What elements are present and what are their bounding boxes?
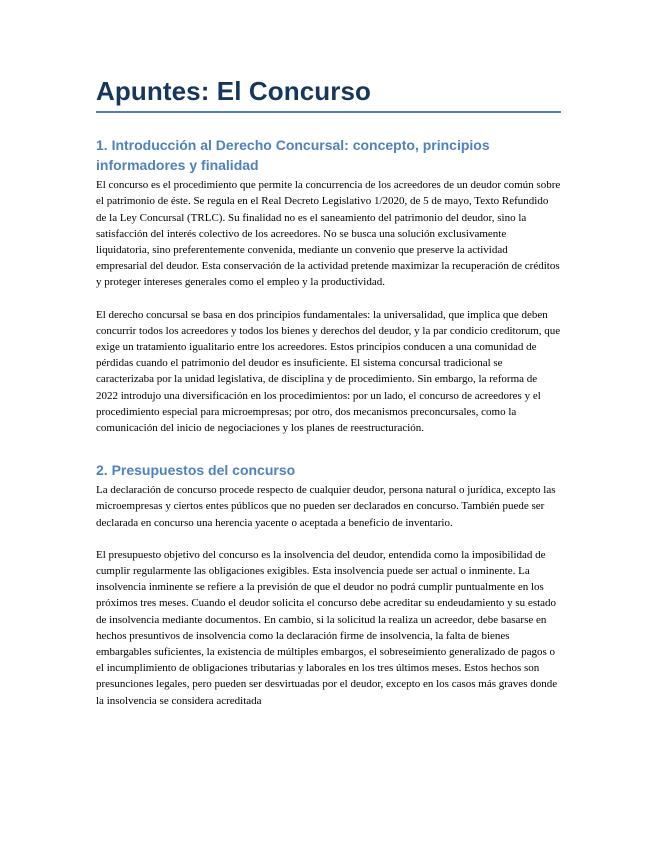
document-page	[96, 76, 561, 709]
section-heading-introduccion: 1. Introducción al Derecho Concursal: concepto, principios informadores y finalidad	[96, 137, 490, 174]
document-title: Apuntes: El Concurso	[96, 76, 561, 113]
paragraph-presupuesto-objetivo: El presupuesto objetivo del concurso es la insolvencia del deudor, entendida como la imposibilidad de cumplir regularmente las obligaciones exigibles. Esta insolvencia puede ser actual o inminente. La insolvencia inminente se refiere a la previsión de que el deudor no podrá cumplir puntualmente en los próximos tres meses. Cuando el deudor solicita el concurso debe acreditar su endeudamiento y su estado de insolvencia mediante documentos. En cambio, si la solicitud la realiza un acreedor, debe basarse en hechos presuntivos de insolvencia como la declaración firme de insolvencia, la falta de bienes embargables suficientes, la existencia de múltiples embargos, el sobreseimiento generalizado de pagos o el incumplimiento de obligaciones tributarias y laborales en los tres últimos meses. Estos hechos son presunciones legales, pero pueden ser desvirtuadas por el deudor, excepto en los casos más graves donde la insolvencia se considera acreditada	[96, 548, 558, 707]
paragraph-principios: El derecho concursal se basa en dos principios fundamentales: la universalidad, que implica que deben concurrir todos los acreedores y todos los bienes y derechos del deudor, y la par condicio creditorum, que exige un tratamiento igualitario entre los acreedores. Estos principios conducen a una comunidad de pérdidas cuando el patrimonio del deudor es insuficiente. El sistema concursal tradicional se caracterizaba por la unidad legislativa, de disciplina y de procedimiento. Sin embargo, la reforma de 2022 introdujo una diversificación en los procedimientos: por un lado, el concurso de acreedores y el procedimiento especial para microempresas; por otro, dos mecanismos preconcursales, como la comunicación del inicio de negociaciones y los planes de reestructuración.	[96, 308, 561, 435]
paragraph-presupuesto-subjetivo: La declaración de concurso procede respecto de cualquier deudor, persona natural o jurídica, excepto las microempresas y ciertos entes públicos que no pueden ser declarados en concurso. También puede ser declarada en concurso una herencia yacente o aceptada a beneficio de inventario.	[96, 484, 556, 529]
section-heading-presupuestos: 2. Presupuestos del concurso	[96, 462, 296, 479]
paragraph-concepto: El concurso es el procedimiento que permite la concurrencia de los acreedores de un deudor común sobre el patrimonio de éste. Se regula en el Real Decreto Legislativo 1/2020, de 5 de mayo, Texto Refundido de la Ley Concursal (TRLC). Su finalidad no es el saneamiento del patrimonio del deudor, sino la satisfacción del interés colectivo de los acreedores. No se busca una solución exclusivamente liquidatoria, sino preferentemente convenida, mediante un convenio que preserve la actividad empresarial del deudor. Esta conservación de la actividad pretende maximizar la recuperación de créditos y proteger intereses generales como el empleo y la productividad.	[96, 179, 561, 289]
